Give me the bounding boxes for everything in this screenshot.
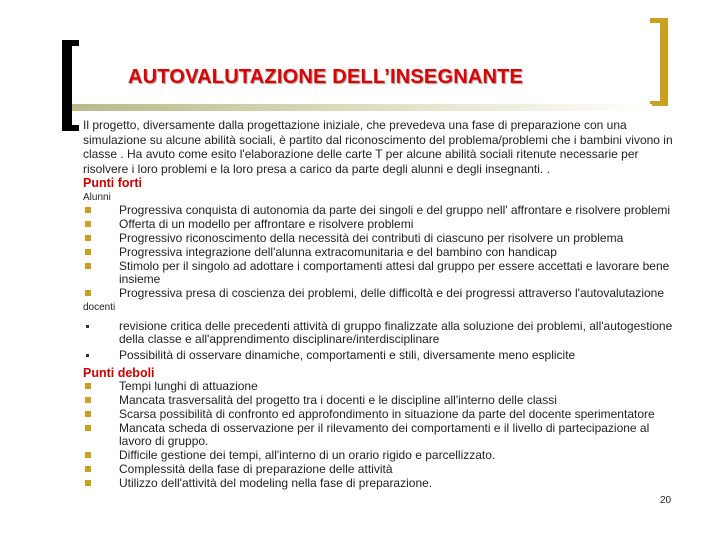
title-divider-bar [72, 104, 652, 111]
docenti-label: docenti [83, 302, 116, 314]
list-item: revisione critica delle precedenti attività di gruppo finalizzate alla soluzione dei problemi, all'autogestione della classe e all'apprendimento disciplinare/interdisciplinare [83, 320, 683, 345]
list-item: Tempi lunghi di attuazione [83, 380, 683, 393]
intro-paragraph: Il progetto, diversamente dalla progettazione iniziale, che prevedeva una fase di preparazione con una simulazione su alcune abilità sociali, è partito dal riconoscimento del problema/problemi che i bambini vivono in classe . Ha avuto come esito l'elaborazione delle carte T per alcune abilità sociali ritenute necessarie per risolvere i loro problemi e la loro presa a carico da parte degli alunni e degli insegnanti. . [83, 118, 673, 176]
bullet-icon [85, 263, 91, 269]
list-item: Stimolo per il singolo ad adottare i comportamenti attesi dal gruppo per essere accettati e lavorare bene insieme [83, 260, 683, 285]
bullet-icon [85, 383, 91, 389]
list-item: Utilizzo dell'attività del modeling nella fase di preparazione. [83, 477, 683, 490]
bullet-icon [85, 235, 91, 241]
bullet-icon [85, 397, 91, 403]
weaknesses-list [83, 380, 683, 490]
bullet-icon [85, 411, 91, 417]
page-number: 20 [660, 495, 672, 506]
list-item: Progressiva conquista di autonomia da parte dei singoli e del gruppo nell' affrontare e risolvere problemi [83, 204, 683, 217]
list-item: Progressiva presa di coscienza dei problemi, delle difficoltà e dei progressi attraverso l'autovalutazione [83, 287, 683, 300]
right-bracket-decoration [660, 18, 668, 106]
list-item: Mancata trasversalità del progetto tra i docenti e le discipline all'interno delle classi [83, 394, 683, 407]
slide-content [83, 118, 683, 491]
bullet-icon [86, 325, 89, 328]
bullet-icon [85, 466, 91, 472]
bullet-icon [85, 425, 91, 431]
left-bracket-top [62, 40, 79, 46]
right-bracket-top [650, 18, 668, 23]
slide-title: AUTOVALUTAZIONE DELL’INSEGNANTE [128, 66, 524, 88]
docenti-list [83, 320, 683, 362]
list-item: Progressiva integrazione dell'alunna extracomunitaria e del bambino con handicap [83, 246, 683, 259]
left-bracket-bottom [62, 125, 79, 131]
bullet-icon [85, 221, 91, 227]
bullet-icon [85, 452, 91, 458]
list-item: Scarsa possibilità di confronto ed approfondimento in situazione da parte del docente sperimentatore [83, 408, 683, 421]
left-bracket-decoration [62, 40, 72, 131]
alunni-list [83, 204, 683, 299]
list-item: Progressivo riconoscimento della necessità dei contributi di ciascuno per risolvere un problema [83, 232, 683, 245]
list-item: Offerta di un modello per affrontare e risolvere problemi [83, 218, 683, 231]
list-item: Difficile gestione dei tempi, all'interno di un orario rigido e parcellizzato. [83, 449, 683, 462]
right-bracket-bottom [650, 101, 668, 106]
bullet-icon [85, 290, 91, 296]
list-item: Possibilità di osservare dinamiche, comportamenti e stili, diversamente meno esplicite [83, 349, 683, 362]
weaknesses-heading: Punti deboli [83, 365, 155, 380]
bullet-icon [85, 207, 91, 213]
alunni-label: Alunni [83, 191, 111, 203]
bullet-icon [85, 480, 91, 486]
bullet-icon [86, 354, 89, 357]
list-item: Complessità della fase di preparazione delle attività [83, 463, 683, 476]
bullet-icon [85, 249, 91, 255]
list-item: Mancata scheda di osservazione per il rilevamento dei comportamenti e il livello di partecipazione al lavoro di gruppo. [83, 422, 683, 447]
strengths-heading: Punti forti [83, 176, 143, 191]
